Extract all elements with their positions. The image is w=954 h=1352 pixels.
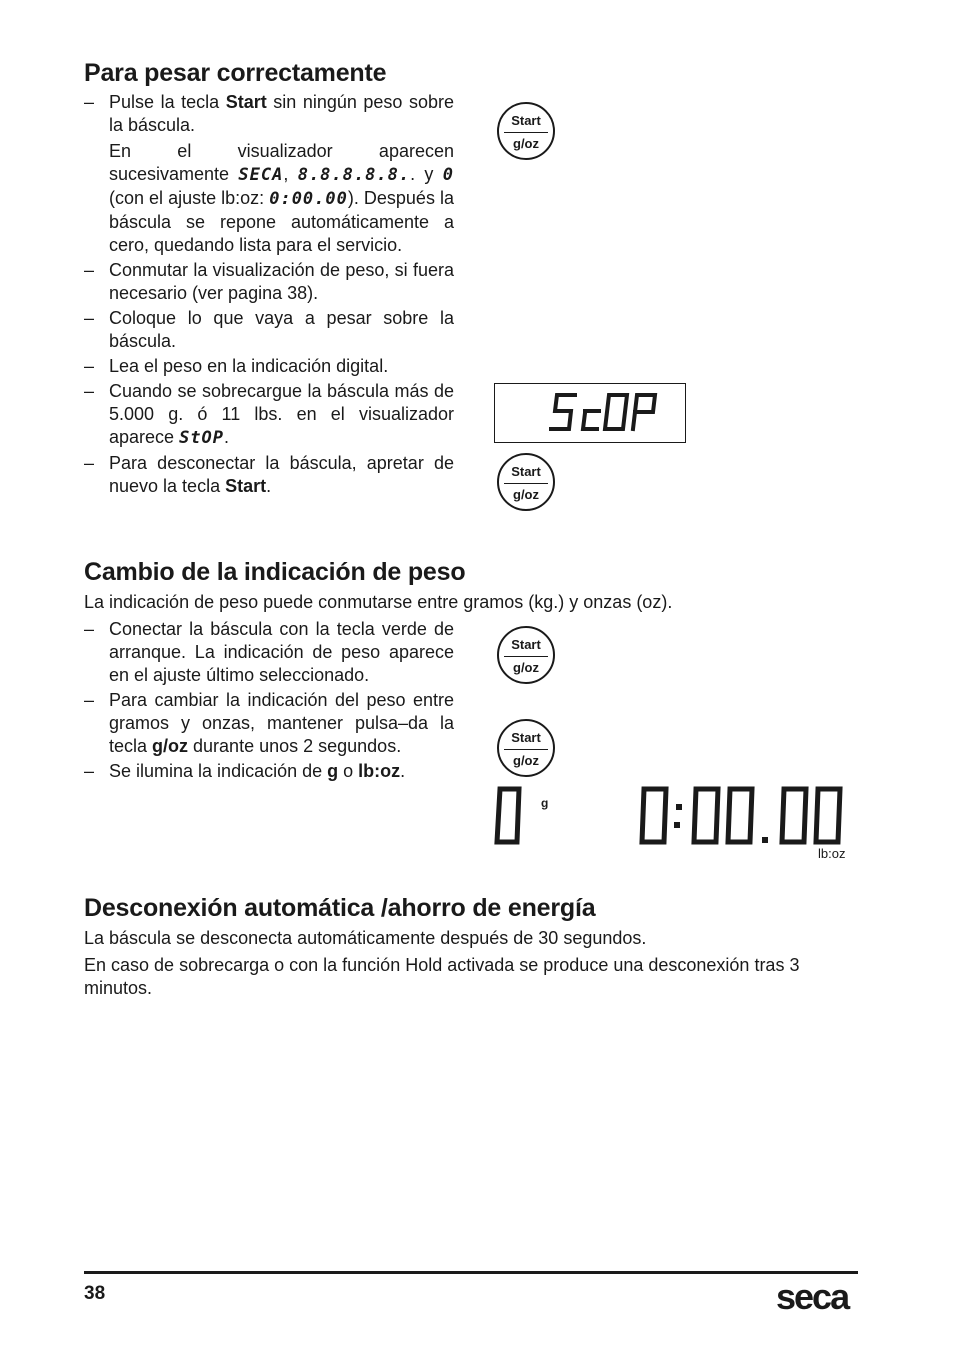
gram-unit-label: g — [541, 796, 549, 810]
section-intro-cambio: La indicación de peso puede conmutarse entre gramos (kg.) y onzas (oz). — [84, 592, 673, 612]
instructions-list-2 — [84, 618, 454, 785]
start-goz-button-2[interactable]: Start g/oz — [497, 453, 555, 511]
list-item: – Para cambiar la indicación del peso entre gramos y onzas, mantener pulsa–da la tecla g/oz durante unos 2 segundos. — [84, 690, 454, 756]
list-item: – Cuando se sobrecargue la báscula más de 5.000 g. ó 11 lbs. en el visualizador aparece StOP. — [84, 381, 454, 448]
section-title-pesar: Para pesar correctamente — [84, 59, 387, 87]
footer-divider — [84, 1271, 858, 1274]
list-item: – Conmutar la visualización de peso, si fuera necesario (ver pagina 38). — [84, 260, 454, 303]
list-item: – Se ilumina la indicación de g o lb:oz. — [84, 761, 406, 781]
list-item: – Lea el peso en la indicación digital. — [84, 356, 389, 376]
lboz-display-digits — [636, 782, 856, 852]
instructions-list-1 — [84, 91, 454, 500]
stop-display — [494, 383, 686, 443]
list-item: – Pulse la tecla Start sin ningún peso sobre la báscula. En el visualizador aparecen sucesivamente SECA, 8.8.8.8.8.. y 0 (con el ajuste lb:oz: 0:00.00). Después la báscula se repone automáticamente a cero, quedando lista para el servicio. — [84, 92, 455, 255]
lboz-display — [636, 782, 856, 862]
start-goz-button-1[interactable]: Start g/oz — [497, 102, 555, 160]
stop-display-segments — [495, 384, 685, 442]
list-item: – Coloque lo que vaya a pesar sobre la báscula. — [84, 308, 454, 351]
list-item: – Conectar la báscula con la tecla verde de arranque. La indicación de peso aparece en el ajuste último seleccionado. — [84, 619, 454, 685]
seca-logo: seca — [776, 1276, 849, 1317]
start-goz-button-3[interactable]: Start g/oz — [497, 626, 555, 684]
segment-text: 0 — [442, 165, 454, 185]
start-goz-button-4[interactable]: Start g/oz — [497, 719, 555, 777]
gram-display — [490, 782, 560, 852]
section3-paragraph-2: En caso de sobrecarga o con la función Hold activada se produce una desconexión tras 3 minutos. — [84, 955, 800, 998]
segment-text: StOP — [179, 428, 225, 448]
section-title-cambio: Cambio de la indicación de peso — [84, 558, 466, 586]
segment-text: SECA — [238, 165, 284, 185]
list-item: – Para desconectar la báscula, apretar de nuevo la tecla Start. — [84, 453, 454, 496]
section-title-desconexion: Desconexión automática /ahorro de energía — [84, 894, 596, 922]
gram-display-digit — [490, 782, 560, 852]
lboz-unit-label: lb:oz — [818, 846, 846, 861]
section3-paragraph-1: La báscula se desconecta automáticamente después de 30 segundos. — [84, 928, 647, 948]
segment-text: 0:00.00 — [269, 189, 348, 209]
segment-text: 8.8.8.8.8. — [297, 165, 411, 185]
list-item-detail: En el visualizador aparecen sucesivamente SECA, 8.8.8.8.8.. y 0 (con el ajuste lb:oz: 0:00.00). Después la báscula se repone automáticamente a cero, quedando lista para el servicio. — [109, 141, 454, 255]
page-number: 38 — [84, 1283, 106, 1304]
